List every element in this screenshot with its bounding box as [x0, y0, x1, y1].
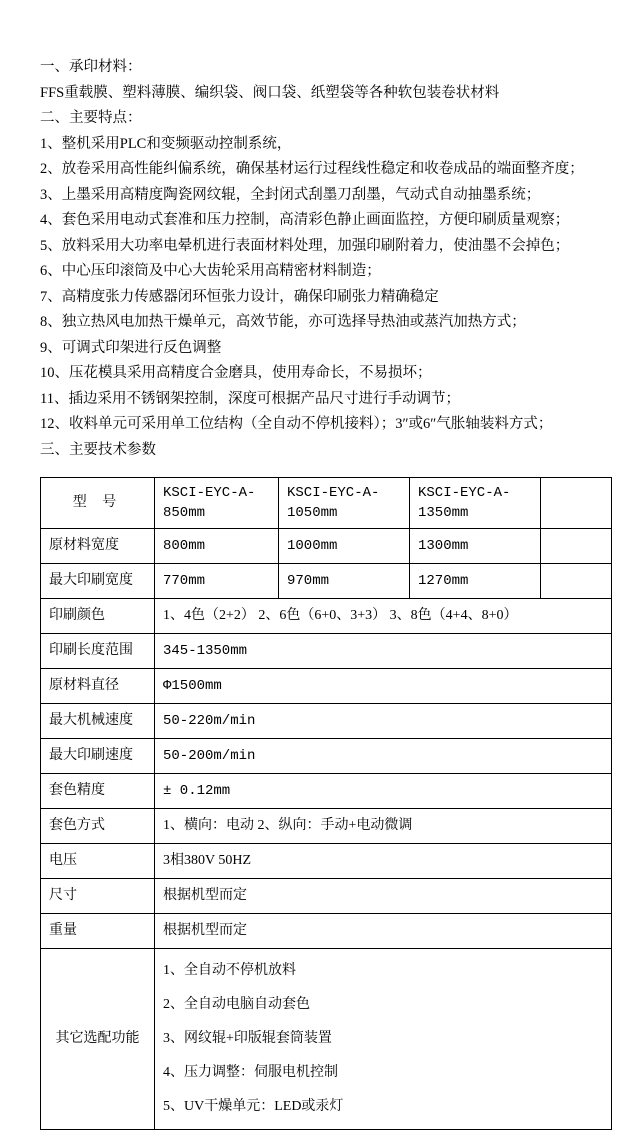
option-item: 2、全自动电脑自动套色 [163, 997, 310, 1012]
row-value: 50-200m/min [155, 739, 612, 774]
section-heading-materials: 一、承印材料： [40, 59, 142, 75]
row-value: 970mm [279, 564, 410, 599]
table-row [41, 599, 612, 634]
table-row [41, 844, 612, 879]
table-row [41, 564, 612, 599]
table-row-header [41, 478, 612, 529]
table-row [41, 774, 612, 809]
materials-text: FFS重载膜、塑料薄膜、编织袋、阀口袋、纸塑袋等各种软包装卷状材料 [40, 84, 500, 101]
row-label: 印刷颜色 [41, 599, 155, 634]
row-label: 最大印刷速度 [41, 739, 155, 774]
row-value: 1、4色（2+2） 2、6色（6+0、3+3） 3、8色（4+4、8+0） [155, 599, 612, 634]
row-value: 770mm [155, 564, 279, 599]
feature-item: 12、收料单元可采用单工位结构（全自动不停机接料）；3″或6″气胀轴装料方式； [40, 416, 553, 432]
feature-item: 4、套色采用电动式套准和压力控制，高清彩色静止画面监控，方便印刷质量观察； [40, 212, 570, 228]
feature-item: 7、高精度张力传感器闭环恒张力设计，确保印刷张力精确稳定 [40, 288, 439, 305]
row-value [541, 529, 612, 564]
option-item: 5、UV干燥单元：LED或汞灯 [163, 1099, 344, 1114]
row-value: 1000mm [279, 529, 410, 564]
row-label: 重量 [41, 914, 155, 949]
row-value: 3相380V 50HZ [155, 844, 612, 879]
option-item: 4、压力调整：伺服电机控制 [163, 1065, 338, 1080]
options-list [163, 954, 603, 1124]
option-item: 3、网纹辊+印版辊套筒装置 [163, 1031, 332, 1046]
section-heading-specs: 三、主要技术参数 [40, 441, 156, 458]
row-label: 原材料宽度 [41, 529, 155, 564]
row-label: 最大机械速度 [41, 704, 155, 739]
row-value [541, 564, 612, 599]
row-label: 尺寸 [41, 879, 155, 914]
table-row [41, 739, 612, 774]
row-value: 800mm [155, 529, 279, 564]
feature-item: 5、放料采用大功率电晕机进行表面材料处理，加强印刷附着力，使油墨不会掉色； [40, 237, 570, 254]
row-label: 电压 [41, 844, 155, 879]
table-header-model-1: KSCI-EYC-A-850mm [155, 478, 279, 529]
row-value: 1270mm [410, 564, 541, 599]
table-row [41, 634, 612, 669]
row-value: ± 0.12mm [155, 774, 612, 809]
row-label: 套色方式 [41, 809, 155, 844]
specifications-table [40, 477, 612, 1130]
options-cell [155, 949, 612, 1130]
table-row [41, 529, 612, 564]
table-header-label: 型 号 [41, 478, 155, 529]
feature-item: 1、整机采用PLC和变频驱动控制系统， [40, 135, 292, 152]
row-label: 套色精度 [41, 774, 155, 809]
feature-item: 11、插边采用不锈钢架控制，深度可根据产品尺寸进行手动调节； [40, 390, 460, 407]
option-item: 1、全自动不停机放料 [163, 963, 296, 978]
row-value: 1300mm [410, 529, 541, 564]
row-value: 根据机型而定 [155, 879, 612, 914]
row-value: Φ1500mm [155, 669, 612, 704]
feature-item: 2、放卷采用高性能纠偏系统，确保基材运行过程线性稳定和收卷成品的端面整齐度； [40, 161, 584, 177]
row-label: 印刷长度范围 [41, 634, 155, 669]
table-row [41, 879, 612, 914]
table-header-model-2: KSCI-EYC-A-1050mm [279, 478, 410, 529]
row-value: 345-1350mm [155, 634, 612, 669]
table-header-model-4 [541, 478, 612, 529]
row-value: 1、横向：电动 2、纵向：手动+电动微调 [155, 809, 612, 844]
row-value: 50-220m/min [155, 704, 612, 739]
options-label: 其它选配功能 [41, 949, 155, 1130]
feature-item: 6、中心压印滚筒及中心大齿轮采用高精密材料制造； [40, 263, 381, 279]
table-header-model-3: KSCI-EYC-A-1350mm [410, 478, 541, 529]
table-row [41, 809, 612, 844]
feature-item: 3、上墨采用高精度陶瓷网纹辊，全封闭式刮墨刀刮墨，气动式自动抽墨系统； [40, 186, 541, 203]
table-row-options [41, 949, 612, 1130]
table-row [41, 669, 612, 704]
feature-item: 8、独立热风电加热干燥单元，高效节能，亦可选择导热油或蒸汽加热方式； [40, 314, 526, 330]
feature-item: 9、可调式印架进行反色调整 [40, 339, 222, 356]
feature-item: 10、压花模具采用高精度合金磨具，使用寿命长，不易损坏； [40, 365, 432, 381]
row-label: 最大印刷宽度 [41, 564, 155, 599]
row-value: 根据机型而定 [155, 914, 612, 949]
section-heading-features: 二、主要特点： [40, 110, 142, 126]
table-row [41, 914, 612, 949]
table-row [41, 704, 612, 739]
row-label: 原材料直径 [41, 669, 155, 704]
